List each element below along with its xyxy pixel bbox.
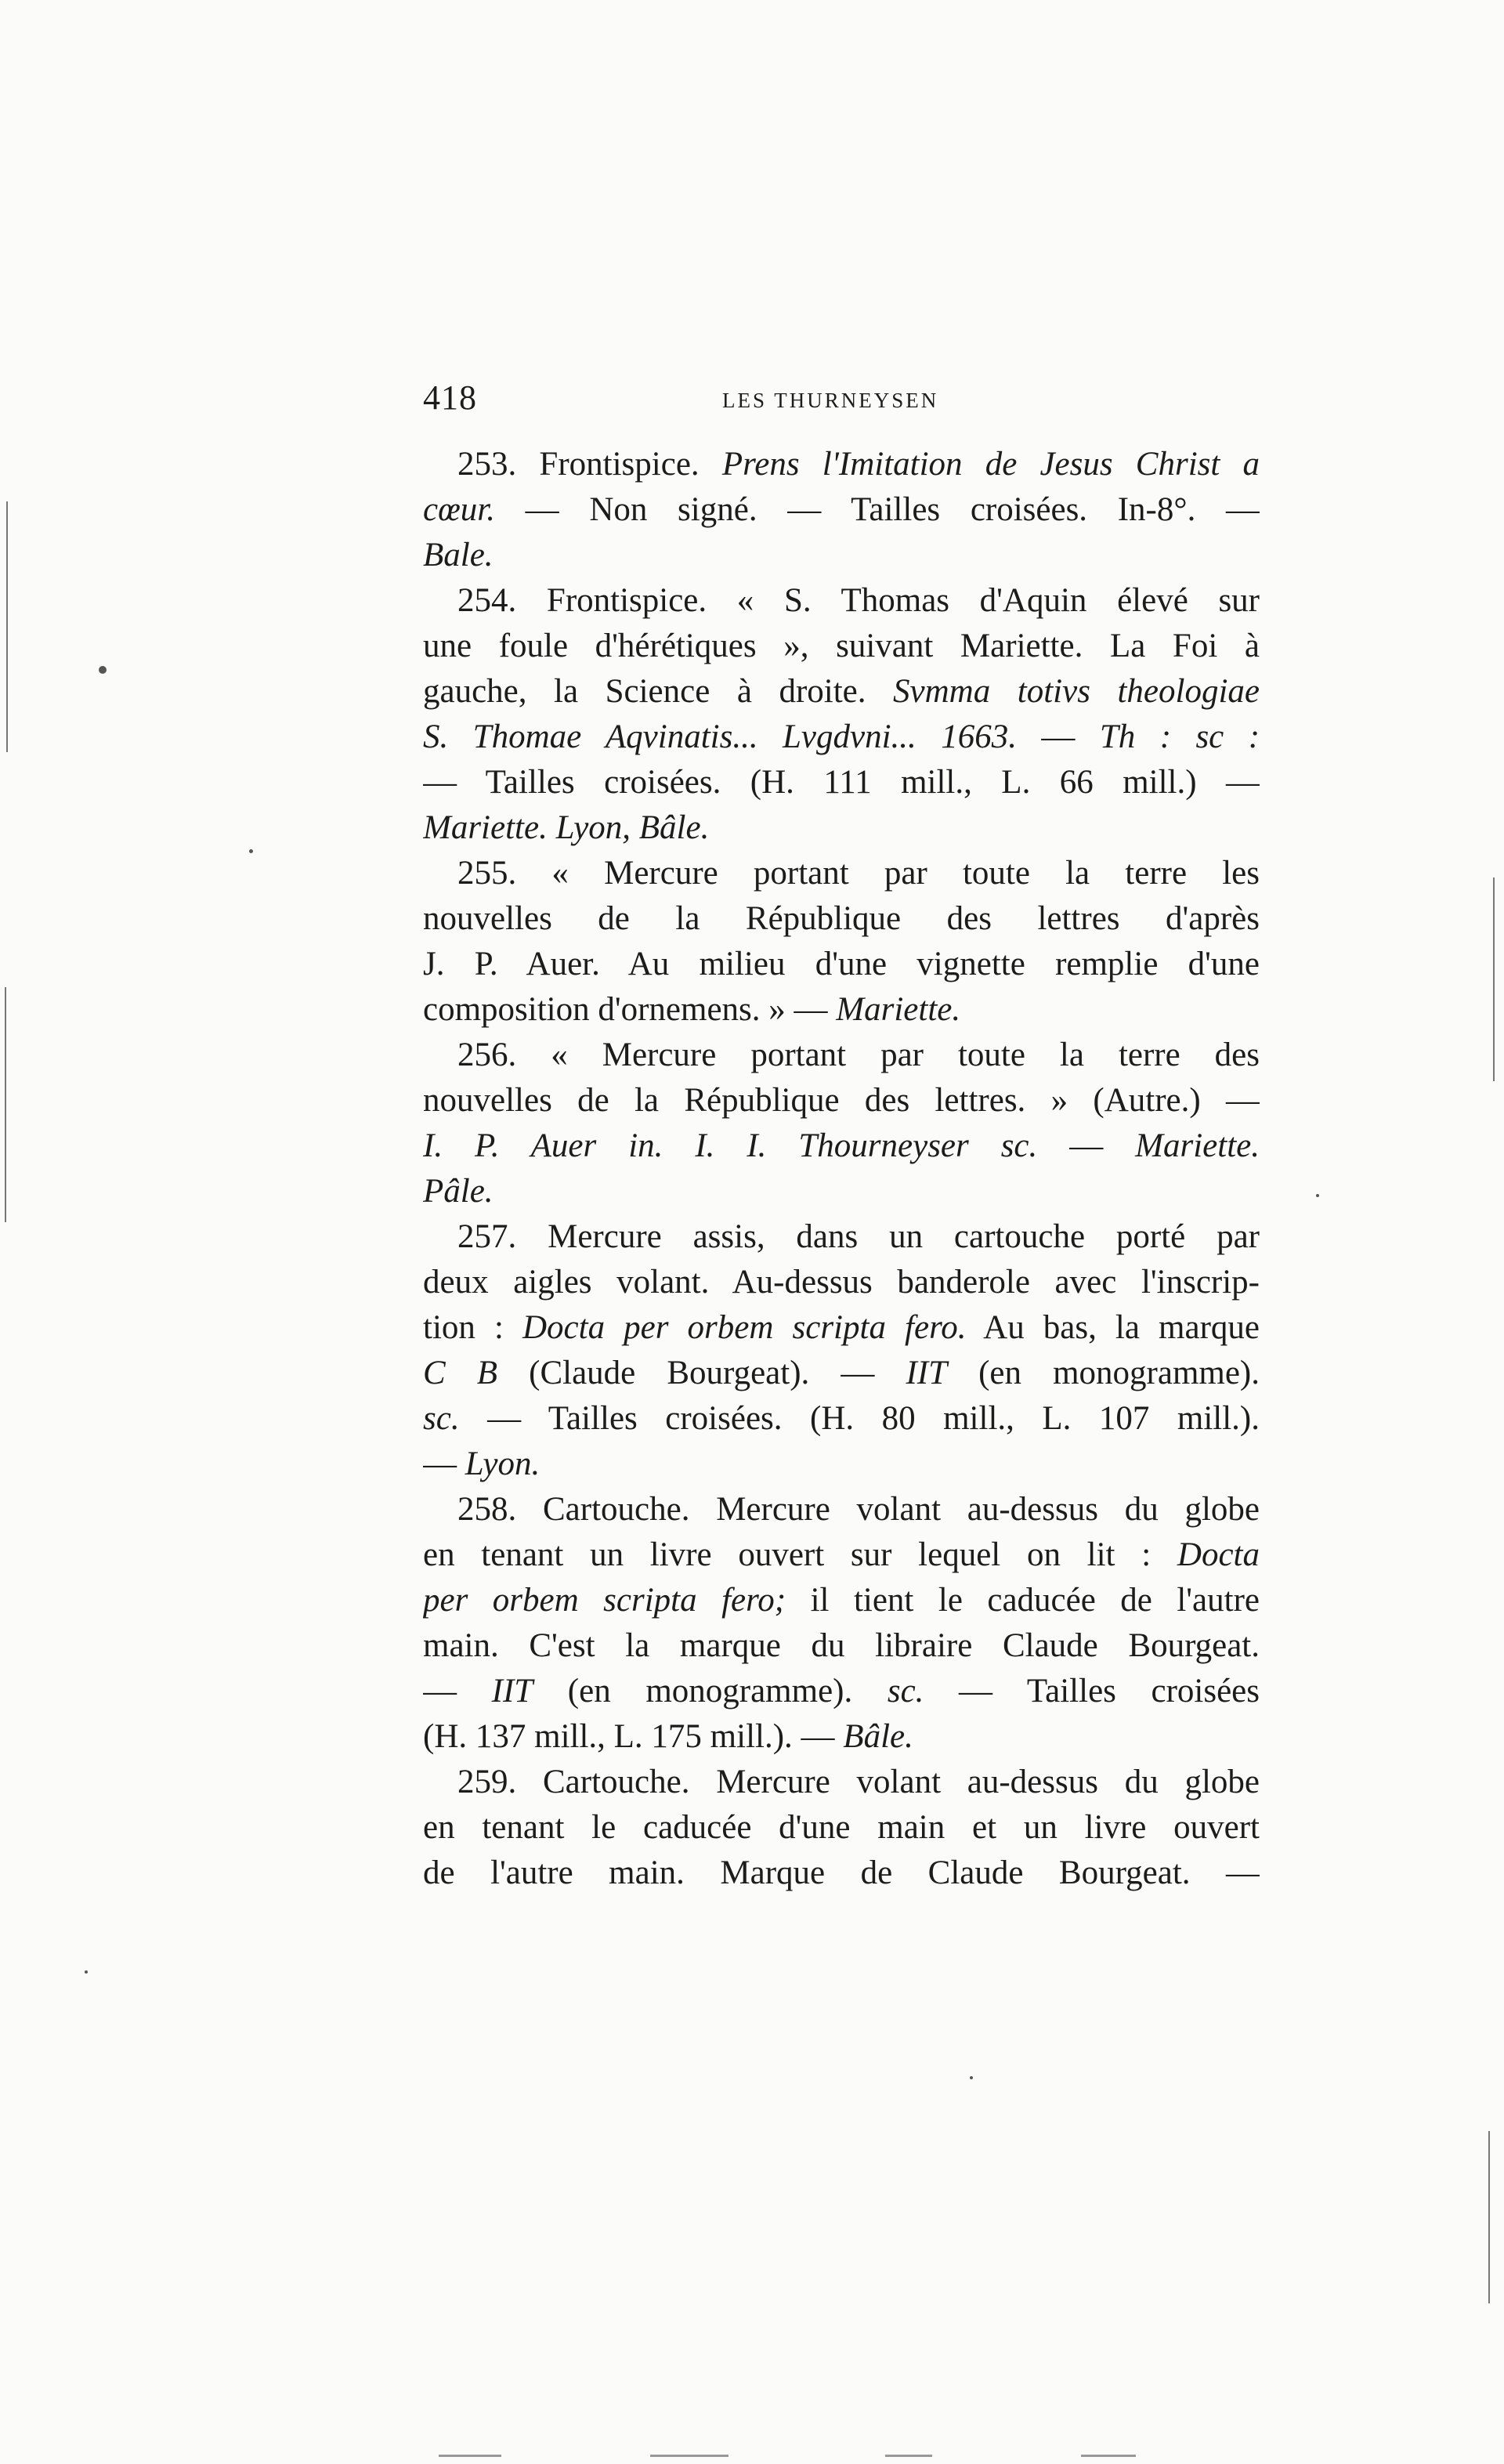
catalogue-entry: [423, 1760, 1260, 1896]
margin-scan-line: [6, 501, 8, 752]
bottom-scan-edge: [1081, 2455, 1136, 2457]
entry-first-line: 254. Frontispice. « S. Thomas d'Aquin élevé sur: [457, 582, 1260, 619]
catalogue-entries: [423, 442, 1260, 1896]
entry-line: gauche, la Science à droite. Svmma totivs theologiae: [423, 673, 1260, 710]
catalogue-entry: [423, 851, 1260, 1033]
entry-line: en tenant le caducée d'une main et un livre ouvert: [423, 1809, 1260, 1846]
bottom-scan-edge: [885, 2455, 932, 2457]
margin-speck: [249, 849, 253, 853]
catalogue-entry: [423, 1214, 1260, 1487]
entry-line: — IIT (en monogramme). sc. — Tailles croisées: [423, 1673, 1260, 1710]
entry-line: (H. 137 mill., L. 175 mill.). — Bâle.: [423, 1718, 913, 1755]
margin-speck: [99, 666, 107, 674]
entry-line: de l'autre main. Marque de Claude Bourgeat. —: [423, 1854, 1260, 1891]
running-title: LES THURNEYSEN: [722, 389, 939, 412]
entry-line: nouvelles de la République des lettres. » (Autre.) —: [423, 1082, 1260, 1119]
entry-line: Pâle.: [423, 1173, 494, 1210]
entry-line: en tenant un livre ouvert sur lequel on lit : Docta: [423, 1536, 1260, 1573]
margin-scan-line: [5, 987, 6, 1222]
entry-line: per orbem scripta fero; il tient le caducée de l'autre: [423, 1582, 1260, 1619]
margin-scan-line: [1488, 2131, 1490, 2303]
entry-line: I. P. Auer in. I. I. Thourneyser sc. — Mariette.: [423, 1127, 1260, 1164]
margin-speck: [1316, 1194, 1319, 1197]
entry-line: main. C'est la marque du libraire Claude Bourgeat.: [423, 1627, 1260, 1664]
bottom-scan-edge: [650, 2455, 728, 2457]
entry-first-line: 257. Mercure assis, dans un cartouche porté par: [457, 1218, 1260, 1255]
entry-line: Bale.: [423, 537, 494, 573]
margin-speck: [85, 1970, 88, 1974]
entry-line: C B (Claude Bourgeat). — IIT (en monogramme).: [423, 1355, 1260, 1391]
entry-line: une foule d'hérétiques », suivant Mariette. La Foi à: [423, 628, 1260, 664]
page-header: [423, 378, 1260, 425]
margin-speck: [970, 2076, 973, 2079]
entry-line: J. P. Auer. Au milieu d'une vignette remplie d'une: [423, 946, 1260, 982]
margin-scan-line: [1493, 877, 1495, 1081]
entry-line: — Tailles croisées. (H. 111 mill., L. 66 mill.) —: [423, 764, 1260, 801]
page-number: 418: [423, 378, 477, 417]
entry-line: — Lyon.: [423, 1445, 540, 1482]
entry-line: composition d'ornemens. » — Mariette.: [423, 991, 961, 1028]
entry-line: sc. — Tailles croisées. (H. 80 mill., L. 107 mill.).: [423, 1400, 1260, 1437]
entry-line: cœur. — Non signé. — Tailles croisées. In-8°. —: [423, 491, 1260, 528]
entry-first-line: 255. « Mercure portant par toute la terre les: [457, 855, 1260, 892]
entry-first-line: 259. Cartouche. Mercure volant au-dessus du globe: [457, 1764, 1260, 1800]
bottom-scan-edge: [439, 2455, 501, 2457]
entry-line: Mariette. Lyon, Bâle.: [423, 809, 710, 846]
entry-line: tion : Docta per orbem scripta fero. Au bas, la marque: [423, 1309, 1260, 1346]
entry-first-line: 256. « Mercure portant par toute la terre des: [457, 1037, 1260, 1073]
entry-line: nouvelles de la République des lettres d'après: [423, 900, 1260, 937]
catalogue-entry: [423, 442, 1260, 578]
catalogue-entry: [423, 1033, 1260, 1214]
catalogue-entry: [423, 1487, 1260, 1760]
entry-first-line: 258. Cartouche. Mercure volant au-dessus du globe: [457, 1491, 1260, 1528]
entry-first-line: 253. Frontispice. Prens l'Imitation de Jesus Christ a: [457, 446, 1260, 483]
catalogue-entry: [423, 578, 1260, 851]
entry-line: S. Thomae Aqvinatis... Lvgdvni... 1663. — Th : sc :: [423, 718, 1260, 755]
entry-line: deux aigles volant. Au-dessus banderole avec l'inscrip-: [423, 1264, 1260, 1301]
